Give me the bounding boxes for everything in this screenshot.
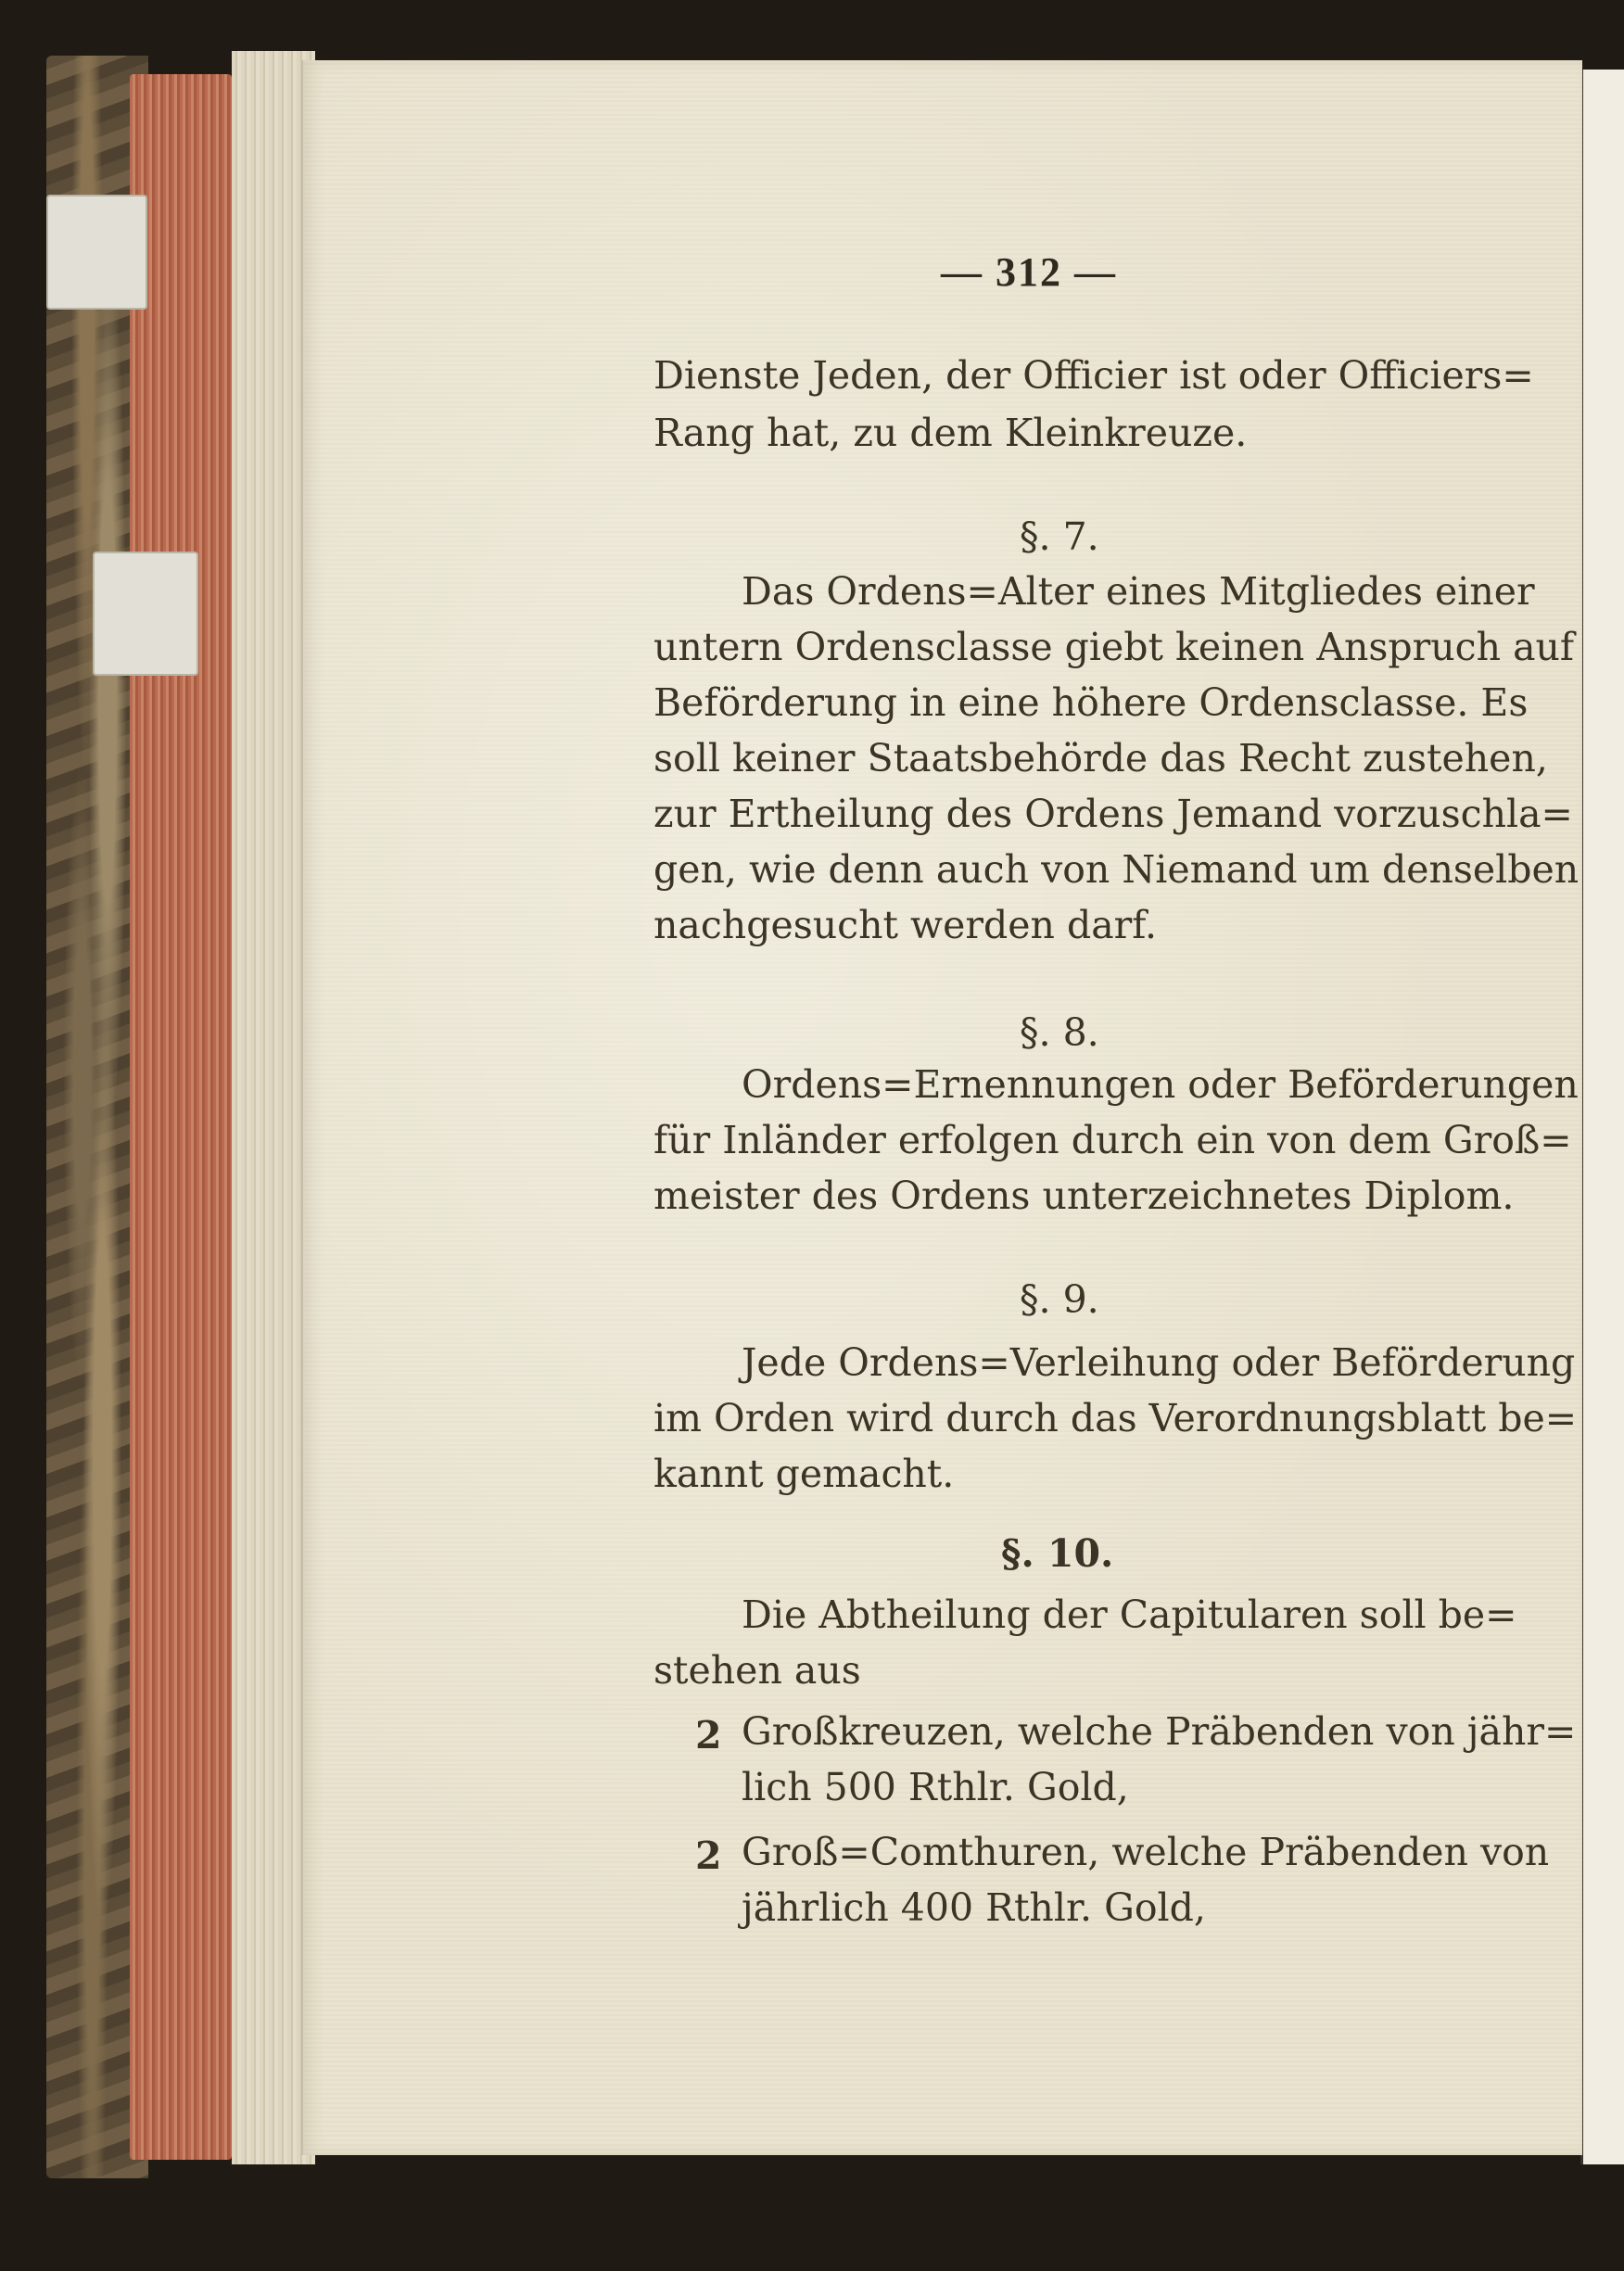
text-line: Rang hat, zu dem Kleinkreuze. bbox=[653, 411, 1248, 455]
text-line: stehen aus bbox=[653, 1648, 861, 1693]
text-line: Das Ordens=Alter eines Mitgliedes einer bbox=[742, 569, 1535, 614]
page-tab-marker bbox=[46, 195, 147, 310]
section-heading: §. 10. bbox=[1001, 1531, 1114, 1576]
section-heading: §. 8. bbox=[1020, 1010, 1099, 1055]
text-line: für Inländer erfolgen durch ein von dem Groß= bbox=[653, 1118, 1572, 1162]
text-line: Beförderung in eine höhere Ordensclasse. Es bbox=[653, 680, 1529, 725]
text-line: Die Abtheilung der Capitularen soll be= bbox=[742, 1592, 1517, 1637]
page-tab-marker bbox=[93, 552, 198, 676]
list-item-line: lich 500 Rthlr. Gold, bbox=[742, 1765, 1129, 1809]
red-page-edges bbox=[130, 74, 232, 2160]
text-line: gen, wie denn auch von Niemand um denselben bbox=[653, 847, 1580, 892]
text-line: Dienste Jeden, der Officier ist oder Officiers= bbox=[653, 353, 1534, 398]
text-line: im Orden wird durch das Verordnungsblatt be= bbox=[653, 1396, 1578, 1440]
text-line: kannt gemacht. bbox=[653, 1452, 955, 1496]
section-heading: §. 9. bbox=[1020, 1277, 1099, 1322]
text-line: meister des Ordens unterzeichnetes Diplom. bbox=[653, 1174, 1515, 1218]
page-number: — 312 — bbox=[941, 249, 1117, 295]
text-line: Ordens=Ernennungen oder Beförderungen bbox=[742, 1062, 1579, 1107]
section-heading: §. 7. bbox=[1020, 514, 1099, 559]
text-line: untern Ordensclasse giebt keinen Anspruch auf bbox=[653, 625, 1575, 669]
list-item-line: Groß=Comthuren, welche Präbenden von bbox=[742, 1830, 1550, 1874]
list-item-number: 2 bbox=[695, 1833, 722, 1878]
text-line: Jede Ordens=Verleihung oder Beförderung bbox=[742, 1340, 1576, 1385]
text-line: soll keiner Staatsbehörde das Recht zustehen, bbox=[653, 736, 1548, 780]
list-item-number: 2 bbox=[695, 1713, 722, 1757]
text-line: nachgesucht werden darf. bbox=[653, 903, 1157, 947]
text-line: zur Ertheilung des Ordens Jemand vorzuschla= bbox=[653, 792, 1573, 836]
list-item-line: Großkreuzen, welche Präbenden von jähr= bbox=[742, 1709, 1577, 1754]
facing-page-edge bbox=[1580, 70, 1624, 2164]
list-item-line: jährlich 400 Rthlr. Gold, bbox=[742, 1885, 1206, 1930]
